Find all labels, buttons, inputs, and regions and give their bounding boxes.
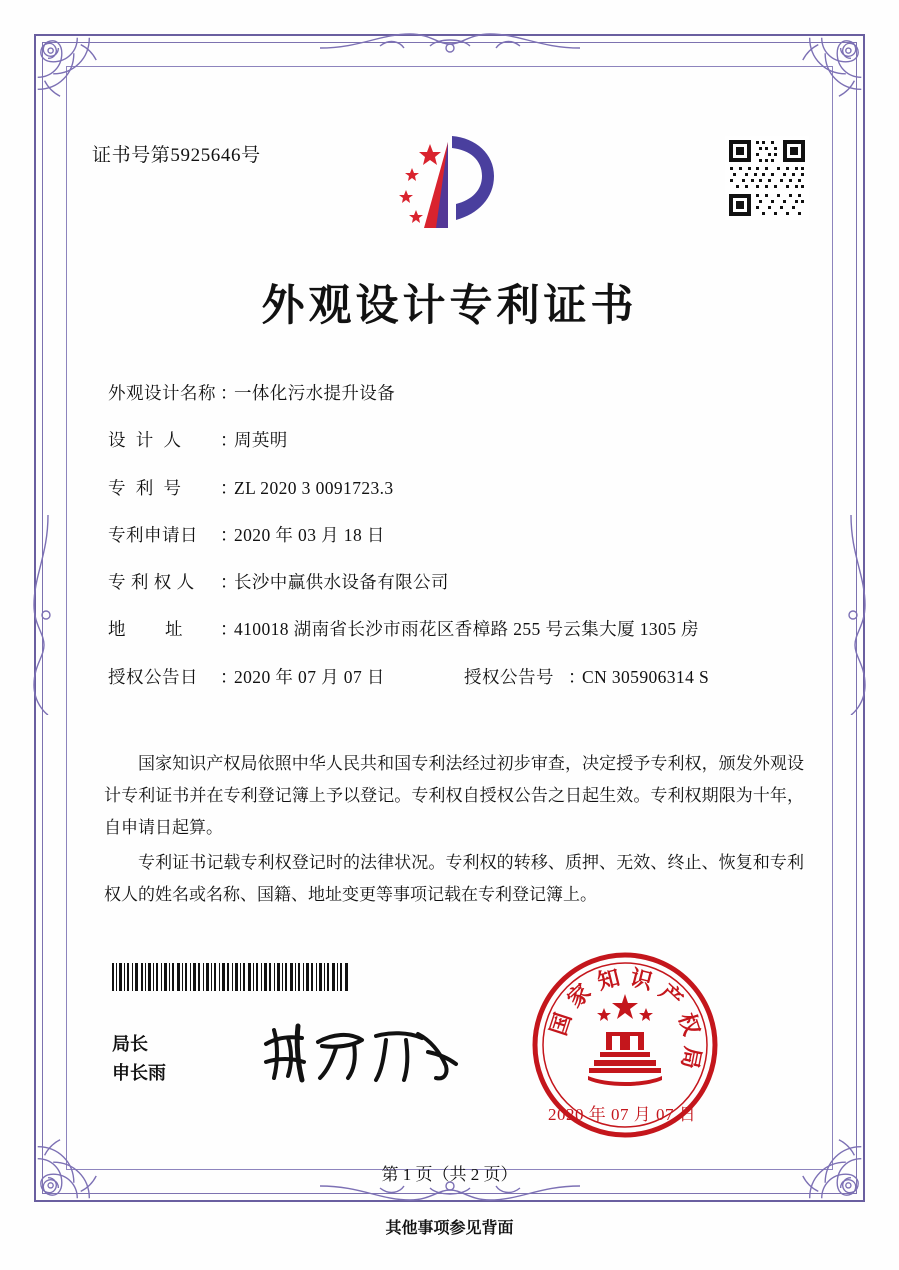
field-row-dual xyxy=(108,664,798,690)
signature-block xyxy=(112,1030,166,1088)
field-colon: ： xyxy=(220,619,238,640)
field-colon: ： xyxy=(568,666,586,687)
field-row xyxy=(108,475,798,501)
left-edge-ornament-icon xyxy=(30,515,64,715)
page-title: 外观设计专利证书 xyxy=(261,281,638,331)
paragraph: 专利证书记载专利权登记时的法律状况。专利权的转移、质押、无效、终止、恢复和专利权人的姓名或名称、国籍、地址变更等事项记载在专利登记簿上。 xyxy=(104,853,804,904)
field-label-secondary: 授权公告号 xyxy=(464,666,554,687)
handwritten-signature-icon xyxy=(258,1018,468,1088)
right-edge-ornament-icon xyxy=(835,515,869,715)
field-label: 地 址 xyxy=(108,619,183,640)
page-number: 第 1 页（共 2 页） xyxy=(381,1165,518,1184)
qr-code-icon xyxy=(725,136,809,220)
field-label: 专利申请日 xyxy=(108,524,198,545)
field-value: 410018 湖南省长沙市雨花区香樟路 255 号云集大厦 1305 房 xyxy=(234,619,700,640)
certificate-number: 证书号第5925646号 xyxy=(92,145,261,166)
field-value: 周英明 xyxy=(234,430,288,451)
corner-ornament-icon xyxy=(777,36,863,122)
field-colon: ： xyxy=(220,572,238,592)
paragraph: 国家知识产权局依照中华人民共和国专利法经过初步审查，决定授予专利权，颁发外观设计专利证书并在专利登记簿上予以登记。专利权自授权公告之日起生效。专利权期限为十年，自申请日起算。 xyxy=(104,754,804,837)
svg-text:识: 识 xyxy=(627,964,656,996)
director-role-label: 局长 xyxy=(112,1034,148,1054)
svg-text:产: 产 xyxy=(653,978,688,1014)
field-colon: ： xyxy=(220,666,238,687)
field-value: 一体化污水提升设备 xyxy=(234,383,396,403)
barcode-icon xyxy=(112,963,350,991)
corner-ornament-icon xyxy=(36,36,122,122)
field-value: 长沙中赢供水设备有限公司 xyxy=(234,572,449,592)
field-list xyxy=(108,380,798,711)
field-row xyxy=(108,427,798,453)
svg-text:权: 权 xyxy=(672,1009,705,1039)
svg-text:知: 知 xyxy=(594,964,623,996)
svg-text:国: 国 xyxy=(545,1009,578,1039)
corner-ornament-icon xyxy=(36,1114,122,1200)
field-label: 专 利 权 人 xyxy=(108,572,195,592)
field-value-secondary: CN 305906314 S xyxy=(582,666,710,687)
field-colon: ： xyxy=(220,524,238,545)
field-colon: ： xyxy=(220,430,238,451)
director-name-label: 申长雨 xyxy=(112,1063,166,1083)
field-label: 专 利 号 xyxy=(108,477,182,498)
cnipa-logo-icon xyxy=(390,128,512,238)
field-row xyxy=(108,380,798,406)
top-edge-ornament-icon xyxy=(320,30,580,64)
field-row xyxy=(108,522,798,548)
field-value: ZL 2020 3 0091723.3 xyxy=(234,477,394,498)
corner-ornament-icon xyxy=(777,1114,863,1200)
field-colon: ： xyxy=(220,477,238,498)
field-label: 授权公告日 xyxy=(108,666,198,687)
field-row xyxy=(108,569,798,595)
field-label: 设 计 人 xyxy=(108,430,182,451)
svg-text:局: 局 xyxy=(675,1044,706,1072)
field-label: 外观设计名称 xyxy=(108,383,216,403)
legal-text-block xyxy=(104,748,804,914)
field-row xyxy=(108,616,798,642)
back-side-note: 其他事项参见背面 xyxy=(385,1220,514,1237)
seal-date: 2020 年 07 月 07 日 xyxy=(548,1105,697,1124)
svg-text:家: 家 xyxy=(562,978,597,1014)
field-colon: ： xyxy=(220,383,238,403)
field-value: 2020 年 07 月 07 日 xyxy=(234,666,385,687)
field-value: 2020 年 03 月 18 日 xyxy=(234,524,385,545)
